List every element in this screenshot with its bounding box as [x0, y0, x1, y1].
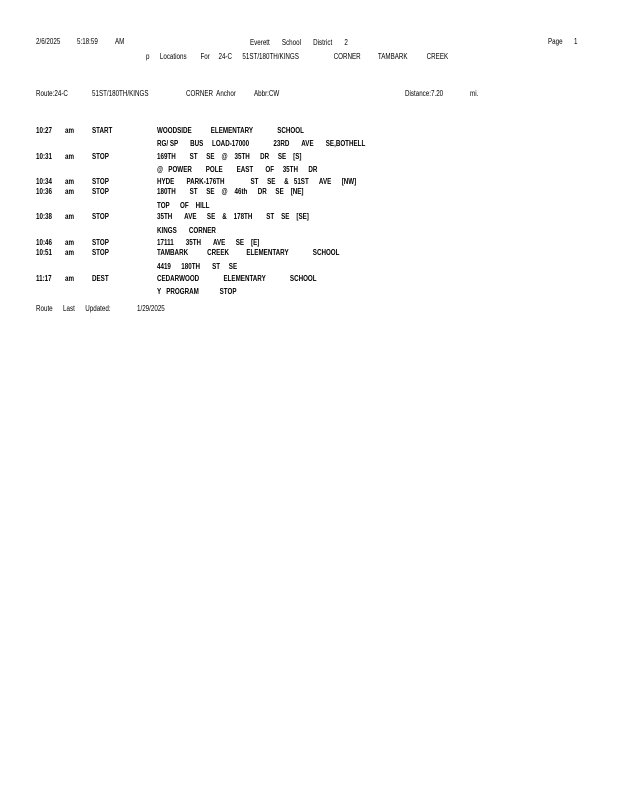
stop-time: 10:38	[36, 212, 52, 221]
stop-location: WOODSIDE ELEMENTARY SCHOOL	[157, 126, 304, 135]
last-updated-label: Route Last Updated:	[36, 304, 111, 313]
route-distance-units: mi.	[470, 89, 479, 98]
stop-time: 10:31	[36, 152, 52, 161]
stop-ampm: am	[65, 187, 75, 196]
stop-location: 17111 35TH AVE SE [E]	[157, 238, 260, 247]
stop-time: 10:36	[36, 187, 52, 196]
stop-location-detail: TOP OF HILL	[157, 201, 210, 210]
stop-location: TAMBARK CREEK ELEMENTARY SCHOOL	[157, 248, 340, 257]
report-time: 5:18:59	[77, 37, 98, 46]
stop-location-detail: 4419 180TH ST SE	[157, 262, 238, 271]
stop-location-detail: Y PROGRAM STOP	[157, 287, 237, 296]
stop-ampm: am	[65, 177, 75, 186]
report-ampm: AM	[115, 37, 125, 46]
last-updated-date: 1/29/2025	[137, 304, 165, 313]
route-label: Route:24-C	[36, 89, 68, 98]
stop-type: STOP	[92, 212, 109, 221]
stop-ampm: am	[65, 126, 75, 135]
route-abbr: Abbr:CW	[254, 89, 280, 98]
stop-type: STOP	[92, 152, 109, 161]
route-distance: Distance:7.20	[405, 89, 444, 98]
page-label: Page	[548, 37, 563, 46]
stop-time: 10:34	[36, 177, 52, 186]
stop-ampm: am	[65, 238, 75, 247]
stop-location-detail: RG/ SP BUS LOAD-17000 23RD AVE SE,BOTHELL	[157, 139, 366, 148]
stop-ampm: am	[65, 248, 75, 257]
route-corner: CORNER Anchor	[186, 89, 236, 98]
stop-ampm: am	[65, 152, 75, 161]
stop-location: 169TH ST SE @ 35TH DR SE [S]	[157, 152, 302, 161]
stop-time: 11:17	[36, 274, 52, 283]
stop-time: 10:46	[36, 238, 52, 247]
stop-location: HYDE PARK-176TH ST SE & 51ST AVE [NW]	[157, 177, 357, 186]
stop-location: CEDARWOOD ELEMENTARY SCHOOL	[157, 274, 317, 283]
stop-type: START	[92, 126, 113, 135]
route-name: 51ST/180TH/KINGS	[92, 89, 149, 98]
page-number: 1	[574, 37, 578, 46]
stop-type: DEST	[92, 274, 109, 283]
stop-location: 180TH ST SE @ 46th DR SE [NE]	[157, 187, 304, 196]
stop-location-detail: KINGS CORNER	[157, 226, 216, 235]
stop-type: STOP	[92, 238, 109, 247]
stop-time: 10:27	[36, 126, 52, 135]
district-title: Everett School District 2	[250, 38, 348, 47]
report-date: 2/6/2025	[36, 37, 61, 46]
stop-type: STOP	[92, 177, 109, 186]
stop-type: STOP	[92, 248, 109, 257]
stop-ampm: am	[65, 212, 75, 221]
stop-time: 10:51	[36, 248, 52, 257]
report-subtitle: p Locations For 24-C 51ST/180TH/KINGS CORNER TAMBARK CREEK	[146, 52, 449, 61]
stop-ampm: am	[65, 274, 75, 283]
stop-location-detail: @ POWER POLE EAST OF 35TH DR	[157, 165, 318, 174]
stop-type: STOP	[92, 187, 109, 196]
stop-location: 35TH AVE SE & 178TH ST SE [SE]	[157, 212, 309, 221]
